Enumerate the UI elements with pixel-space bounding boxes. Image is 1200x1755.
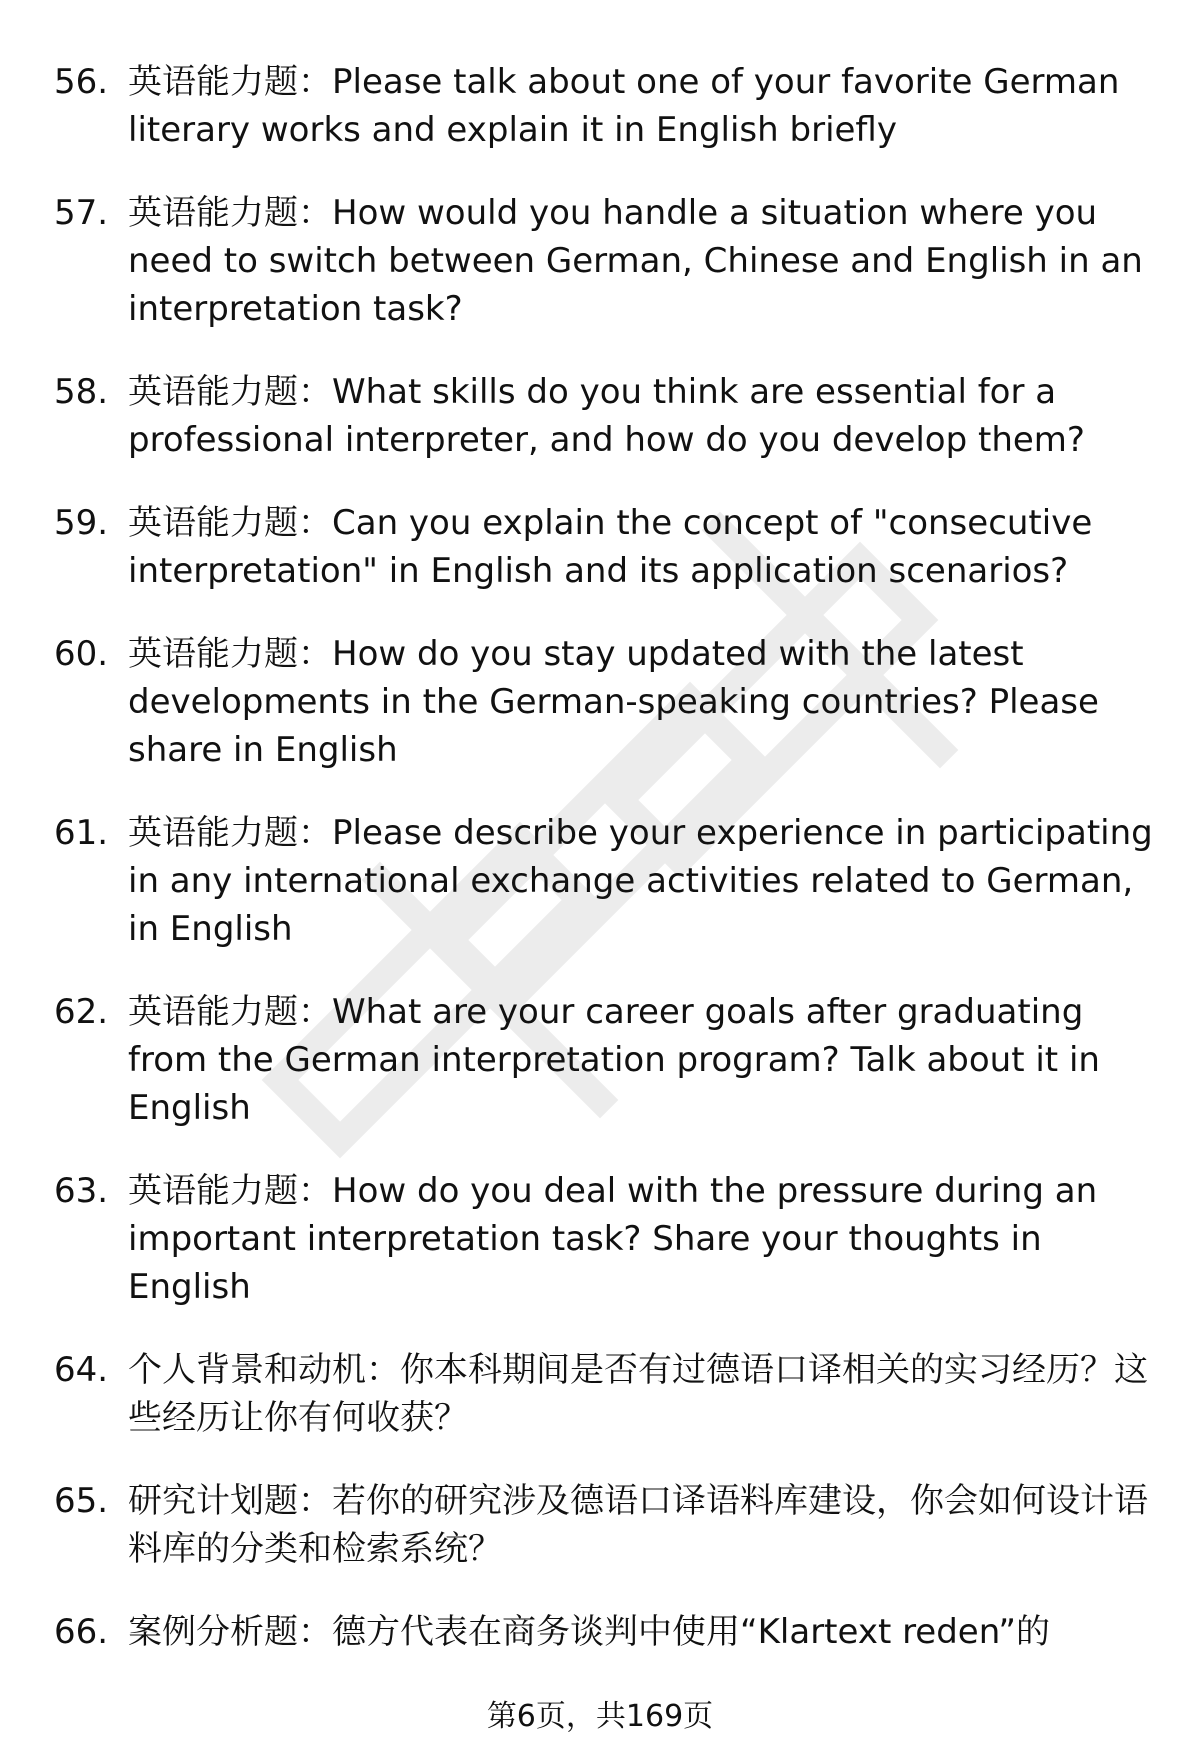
question-item: [54, 499, 1164, 595]
question-number: 58.: [54, 372, 109, 412]
question-number: 60.: [54, 634, 109, 674]
question-item: [54, 58, 1164, 154]
question-number: 56.: [54, 62, 109, 102]
question-item: [54, 1346, 1164, 1442]
question-text: 英语能力题：How do you stay updated with the latest developments in the German-speaking countries? Please share in English: [128, 634, 1099, 770]
question-text: 研究计划题：若你的研究涉及德语口译语料库建设，你会如何设计语料库的分类和检索系统？: [128, 1481, 1148, 1569]
question-item: [54, 189, 1164, 333]
question-text: 个人背景和动机：你本科期间是否有过德语口译相关的实习经历？这些经历让你有何收获？: [128, 1350, 1148, 1438]
question-number: 61.: [54, 813, 109, 853]
question-text: 英语能力题：What are your career goals after graduating from the German interpretation program? Talk about it in English: [128, 992, 1100, 1128]
question-number: 64.: [54, 1350, 109, 1390]
question-text: 英语能力题：Can you explain the concept of "consecutive interpretation" in English and its application scenarios?: [128, 503, 1093, 591]
question-number: 63.: [54, 1171, 109, 1211]
page-footer: 第6页，共169页: [486, 1699, 714, 1734]
question-text: 英语能力题：How do you deal with the pressure during an important interpretation task? Share your thoughts in English: [128, 1171, 1098, 1307]
question-number: 65.: [54, 1481, 109, 1521]
question-item: [54, 1477, 1164, 1573]
question-number: 59.: [54, 503, 109, 543]
question-item: [54, 368, 1164, 464]
question-text: 英语能力题：What skills do you think are essential for a professional interpreter, and how do you develop them?: [128, 372, 1085, 460]
question-number: 62.: [54, 992, 109, 1032]
question-number: 57.: [54, 193, 109, 233]
question-item: [54, 809, 1164, 953]
question-item: [54, 988, 1164, 1132]
question-number: 66.: [54, 1612, 109, 1652]
question-item: [54, 1608, 1164, 1656]
question-text: 英语能力题：How would you handle a situation where you need to switch between German, Chinese and English in an interpretation task?: [128, 193, 1143, 329]
question-text: 英语能力题：Please describe your experience in participating in any international exchange activities related to German, in English: [128, 813, 1153, 949]
question-item: [54, 1167, 1164, 1311]
question-text: 案例分析题：德方代表在商务谈判中使用“Klartext reden”的: [128, 1612, 1051, 1652]
question-text: 英语能力题：Please talk about one of your favorite German literary works and explain it in English briefly: [128, 62, 1120, 150]
question-list: [54, 58, 1164, 1691]
question-item: [54, 630, 1164, 774]
